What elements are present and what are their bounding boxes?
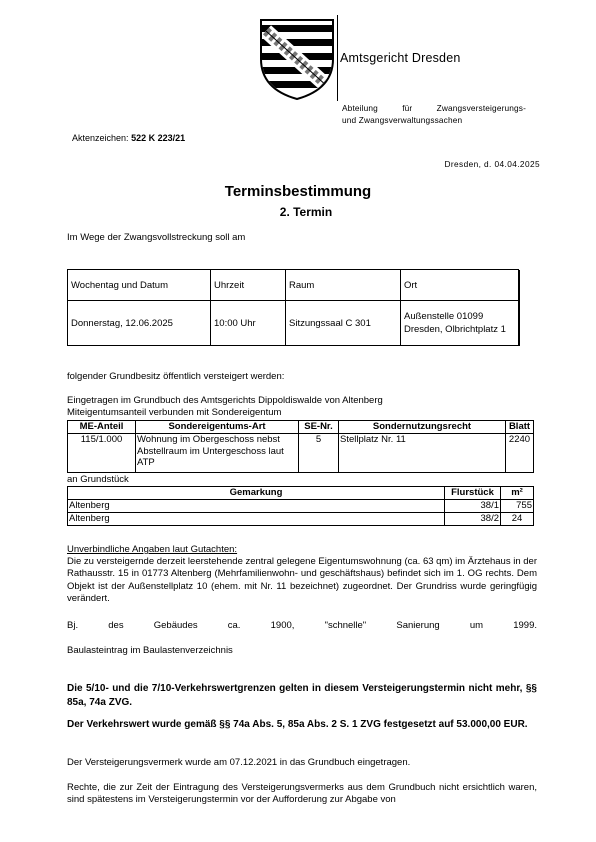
cell-gemarkung: Altenberg bbox=[68, 513, 445, 526]
header-sheet: Blatt bbox=[506, 421, 534, 434]
cell-area: 24 bbox=[501, 513, 534, 526]
land-register-line-2: Miteigentumsanteil verbunden mit Sondereigentum bbox=[67, 406, 282, 418]
registration-text: Der Versteigerungsvermerk wurde am 07.12.2021 in das Grundbuch eingetragen. bbox=[67, 757, 411, 768]
cell-area: 755 bbox=[501, 500, 534, 513]
header-usage-right: Sondernutzungsrecht bbox=[339, 421, 506, 434]
table-header-row bbox=[68, 421, 534, 434]
header-divider bbox=[337, 15, 338, 101]
header-time: Uhrzeit bbox=[211, 270, 286, 301]
document-subtitle: 2. Termin bbox=[279, 205, 333, 219]
cell-flurstueck: 38/2 bbox=[445, 513, 501, 526]
cell-type: Wohnung im Obergeschoss nebst Abstellraum im Untergeschoss laut ATP bbox=[136, 434, 299, 473]
land-register-text bbox=[67, 395, 383, 418]
table-header-row bbox=[68, 270, 519, 301]
market-value-text: Der Verkehrswert wurde gemäß §§ 74a Abs. 5, 85a Abs. 2 S. 1 ZVG festgesetzt auf 53.000,00 EUR. bbox=[67, 719, 528, 730]
cell-location: Außenstelle 01099 Dresden, Olbrichtplatz 1 bbox=[401, 301, 519, 346]
value-limits-text: Die 5/10- und die 7/10-Verkehrswertgrenzen gelten in diesem Versteigerungstermin nicht mehr, §§ 85a, 74a ZVG. bbox=[67, 683, 537, 708]
place-date: Dresden, d. 04.04.2025 bbox=[444, 159, 540, 169]
file-label: Aktenzeichen: bbox=[72, 133, 129, 143]
saxony-coat-of-arms-icon bbox=[258, 17, 336, 101]
file-number: 522 K 223/21 bbox=[131, 133, 186, 143]
special-property-table bbox=[67, 420, 534, 473]
cell-share: 115/1.000 bbox=[68, 434, 136, 473]
file-reference bbox=[72, 133, 185, 143]
cell-date: Donnerstag, 12.06.2025 bbox=[68, 301, 211, 346]
appraisal-heading-text: Unverbindliche Angaben laut Gutachten: bbox=[67, 544, 238, 555]
cell-flurstueck: 38/1 bbox=[445, 500, 501, 513]
header-share: ME-Anteil bbox=[68, 421, 136, 434]
table-row bbox=[68, 513, 534, 526]
header-area: m² bbox=[501, 487, 534, 500]
table-header-row bbox=[68, 487, 534, 500]
appointment-table bbox=[67, 269, 519, 346]
parcel-table bbox=[67, 486, 534, 526]
appraisal-heading bbox=[67, 544, 537, 556]
table-row bbox=[68, 500, 534, 513]
header-flurstueck: Flurstück bbox=[445, 487, 501, 500]
appraisal-text: Die zu versteigernde derzeit leerstehende zentral gelegene Eigentumswohnung (ca. 63 qm) im Ärztehaus in der Rathausstr. 15 in 01773 Altenberg (Mehrfamilienwohn- und geschäftshaus) befindet sich im 1. OG rechts. Dem Objekt ist der Außenstellplatz 10 (ehem. mit Nr. 11 bezeichnet) zugeordnet. Der Grundriss wurde geringfügig verändert. bbox=[67, 556, 537, 605]
cell-gemarkung: Altenberg bbox=[68, 500, 445, 513]
department-line-2: und Zwangsverwaltungssachen bbox=[342, 115, 463, 125]
header-type: Sondereigentums-Art bbox=[136, 421, 299, 434]
rights-text: Rechte, die zur Zeit der Eintragung des Versteigerungsvermerks aus dem Grundbuch nicht ersichtlich waren, sind spätestens im Versteigerungstermin vor der Aufforderung zur Abgabe von bbox=[67, 782, 537, 806]
department-line-1: Abteilung für Zwangsversteigerungs- bbox=[342, 103, 526, 113]
table-shadow bbox=[518, 270, 520, 346]
cell-room: Sitzungssaal C 301 bbox=[286, 301, 401, 346]
header-location: Ort bbox=[401, 270, 519, 301]
table-row bbox=[68, 301, 519, 346]
header-date: Wochentag und Datum bbox=[68, 270, 211, 301]
baulast-text: Baulasteintrag im Baulastenverzeichnis bbox=[67, 645, 233, 656]
land-register-line-1: Eingetragen im Grundbuch des Amtsgerichts Dippoldiswalde von Altenberg bbox=[67, 395, 383, 406]
document-title: Terminsbestimmung bbox=[224, 183, 372, 200]
cell-se-nr: 5 bbox=[299, 434, 339, 473]
cell-sheet: 2240 bbox=[506, 434, 534, 473]
header-gemarkung: Gemarkung bbox=[68, 487, 445, 500]
build-year-text: Bj. des Gebäudes ca. 1900, "schnelle" Sanierung um 1999. bbox=[67, 620, 537, 631]
header-se-nr: SE-Nr. bbox=[299, 421, 339, 434]
following-text: folgender Grundbesitz öffentlich versteigert werden: bbox=[67, 371, 285, 382]
header-room: Raum bbox=[286, 270, 401, 301]
intro-text: Im Wege der Zwangsvollstreckung soll am bbox=[67, 232, 246, 243]
court-name: Amtsgericht Dresden bbox=[340, 51, 461, 65]
an-grundstueck: an Grundstück bbox=[67, 474, 129, 485]
cell-usage-right: Stellplatz Nr. 11 bbox=[339, 434, 506, 473]
table-row bbox=[68, 434, 534, 473]
cell-time: 10:00 Uhr bbox=[211, 301, 286, 346]
